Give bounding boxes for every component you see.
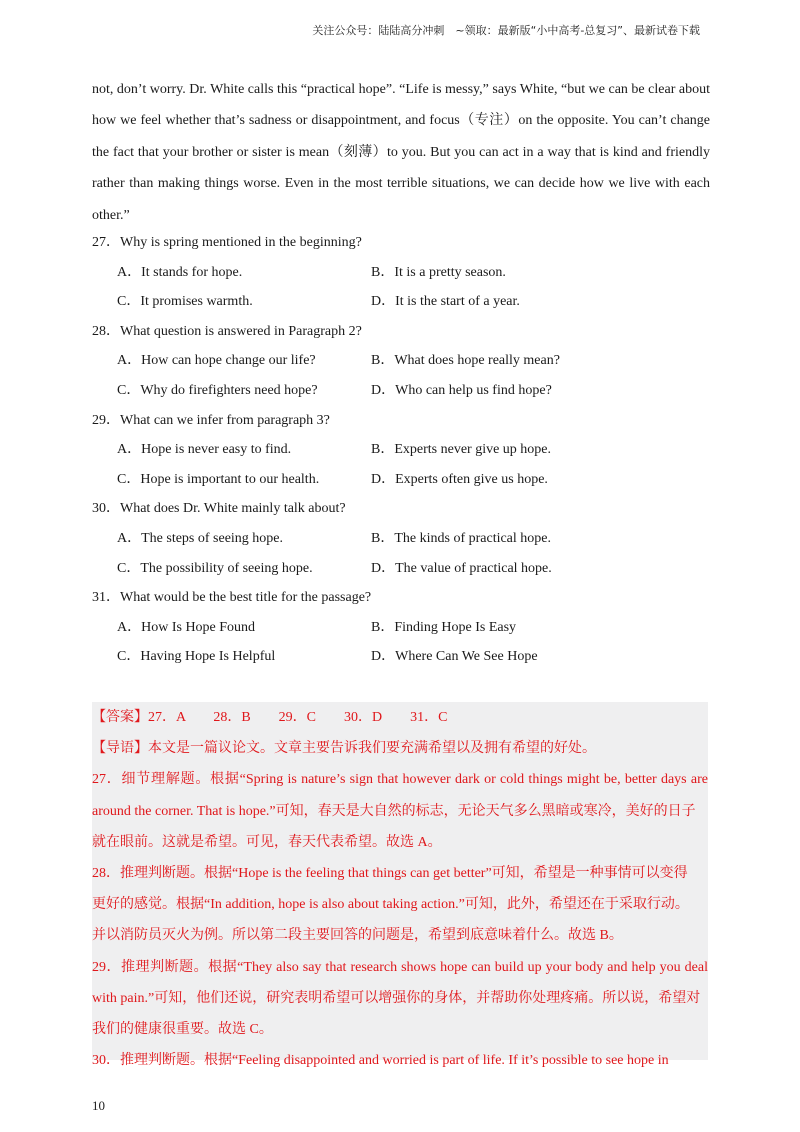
option-b: B．It is a pretty season. (371, 264, 506, 280)
option-b: B．The kinds of practical hope. (371, 530, 552, 546)
explanation-line: 27．细节理解题。根据“Spring is nature’s sign that however dark or cold things might be, better days are (92, 772, 708, 788)
passage-text (92, 74, 710, 231)
answer-explanation (92, 702, 708, 1076)
option-row (92, 287, 712, 317)
option-row (92, 554, 712, 584)
option-row (92, 346, 712, 376)
passage-line: not, don’t worry. Dr. White calls this “practical hope”. “Life is messy,” says White, “but we can be clear about (92, 82, 710, 97)
explanation-line: with pain.”可知，他们还说，研究表明希望可以增强你的身体，并帮助你处理疼痛。所以说，希望对 (92, 990, 701, 1006)
option-row (92, 376, 712, 406)
explanation-line: 28．推理判断题。根据“Hope is the feeling that things can get better”可知，希望是一种事情可以变得 (92, 865, 688, 881)
option-row (92, 435, 712, 465)
option-b: B．Experts never give up hope. (371, 442, 552, 458)
option-b: B．Finding Hope Is Easy (371, 619, 517, 635)
explanation-line: 我们的健康很重要。故选 C。 (92, 1021, 273, 1037)
option-a: A．How can hope change our life? (117, 353, 316, 369)
explanation-line: 29．推理判断题。根据“They also say that research shows hope can build up your body and help you deal (92, 959, 708, 975)
passage-line: how we feel whether that’s sadness or disappointment, and focus（专注）on the opposite. You can’t change (92, 113, 710, 129)
option-row (92, 642, 712, 672)
question-stem: 29．What can we infer from paragraph 3? (92, 412, 330, 428)
explanation-line: around the corner. That is hope.”可知，春天是大自然的标志，无论天气多么黑暗或寒冷，美好的日子 (92, 803, 696, 819)
question-stem: 31．What would be the best title for the passage? (92, 590, 372, 606)
option-a: A．It stands for hope. (117, 264, 243, 280)
option-d: D．The value of practical hope. (371, 560, 552, 576)
question-stem: 30．What does Dr. White mainly talk about? (92, 501, 346, 517)
option-a: A．How Is Hope Found (117, 619, 256, 635)
answer-intro: 【导语】本文是一篇议论文。文章主要告诉我们要充满希望以及拥有希望的好处。 (92, 741, 596, 757)
question-stem: 27．Why is spring mentioned in the beginning? (92, 235, 362, 250)
option-c: C．Having Hope Is Helpful (117, 649, 276, 665)
option-d: D．It is the start of a year. (371, 294, 520, 310)
option-c: C．Hope is important to our health. (117, 471, 320, 487)
option-row (92, 524, 712, 554)
option-c: C．The possibility of seeing hope. (117, 560, 313, 576)
option-b: B．What does hope really mean? (371, 353, 560, 369)
passage-line: other.” (92, 207, 130, 223)
option-c: C．Why do firefighters need hope? (117, 382, 318, 398)
page-number: 10 (92, 1098, 105, 1113)
explanation-line: 并以消防员灭火为例。所以第二段主要回答的问题是，希望到底意味着什么。故选 B。 (92, 928, 623, 944)
explanation-line: 30．推理判断题。根据“Feeling disappointed and worried is part of life. If it’s possible to see hope in (92, 1053, 669, 1069)
option-d: D．Experts often give us hope. (371, 471, 548, 487)
option-d: D．Where Can We See Hope (371, 649, 538, 665)
page-header-banner: 关注公众号：陆陆高分冲刺 ~领取：最新版“小中高考-总复习”、最新试卷下载 (312, 24, 700, 37)
explanation-line: 更好的感觉。根据“In addition, hope is also about taking action.”可知，此外，希望还在于采取行动。 (92, 897, 689, 913)
option-row (92, 258, 712, 288)
option-row (92, 613, 712, 643)
option-a: A．The steps of seeing hope. (117, 530, 284, 546)
option-d: D．Who can help us find hope? (371, 382, 552, 398)
passage-line: rather than making things worse. Even in the most terrible situations, we can decide how we live with each (92, 176, 710, 192)
option-a: A．Hope is never easy to find. (117, 442, 292, 458)
option-c: C．It promises warmth. (117, 294, 253, 310)
option-row (92, 465, 712, 495)
passage-line: the fact that your brother or sister is mean（刻薄）to you. But you can act in a way that is kind and friendly (92, 144, 710, 160)
explanation-line: 就在眼前。这就是希望。可见，春天代表希望。故选 A。 (92, 834, 442, 850)
answer-key: 【答案】27．A 28．B 29．C 30．D 31．C (92, 710, 448, 725)
question-stem: 28．What question is answered in Paragraph 2? (92, 323, 362, 339)
question-list (92, 228, 712, 672)
